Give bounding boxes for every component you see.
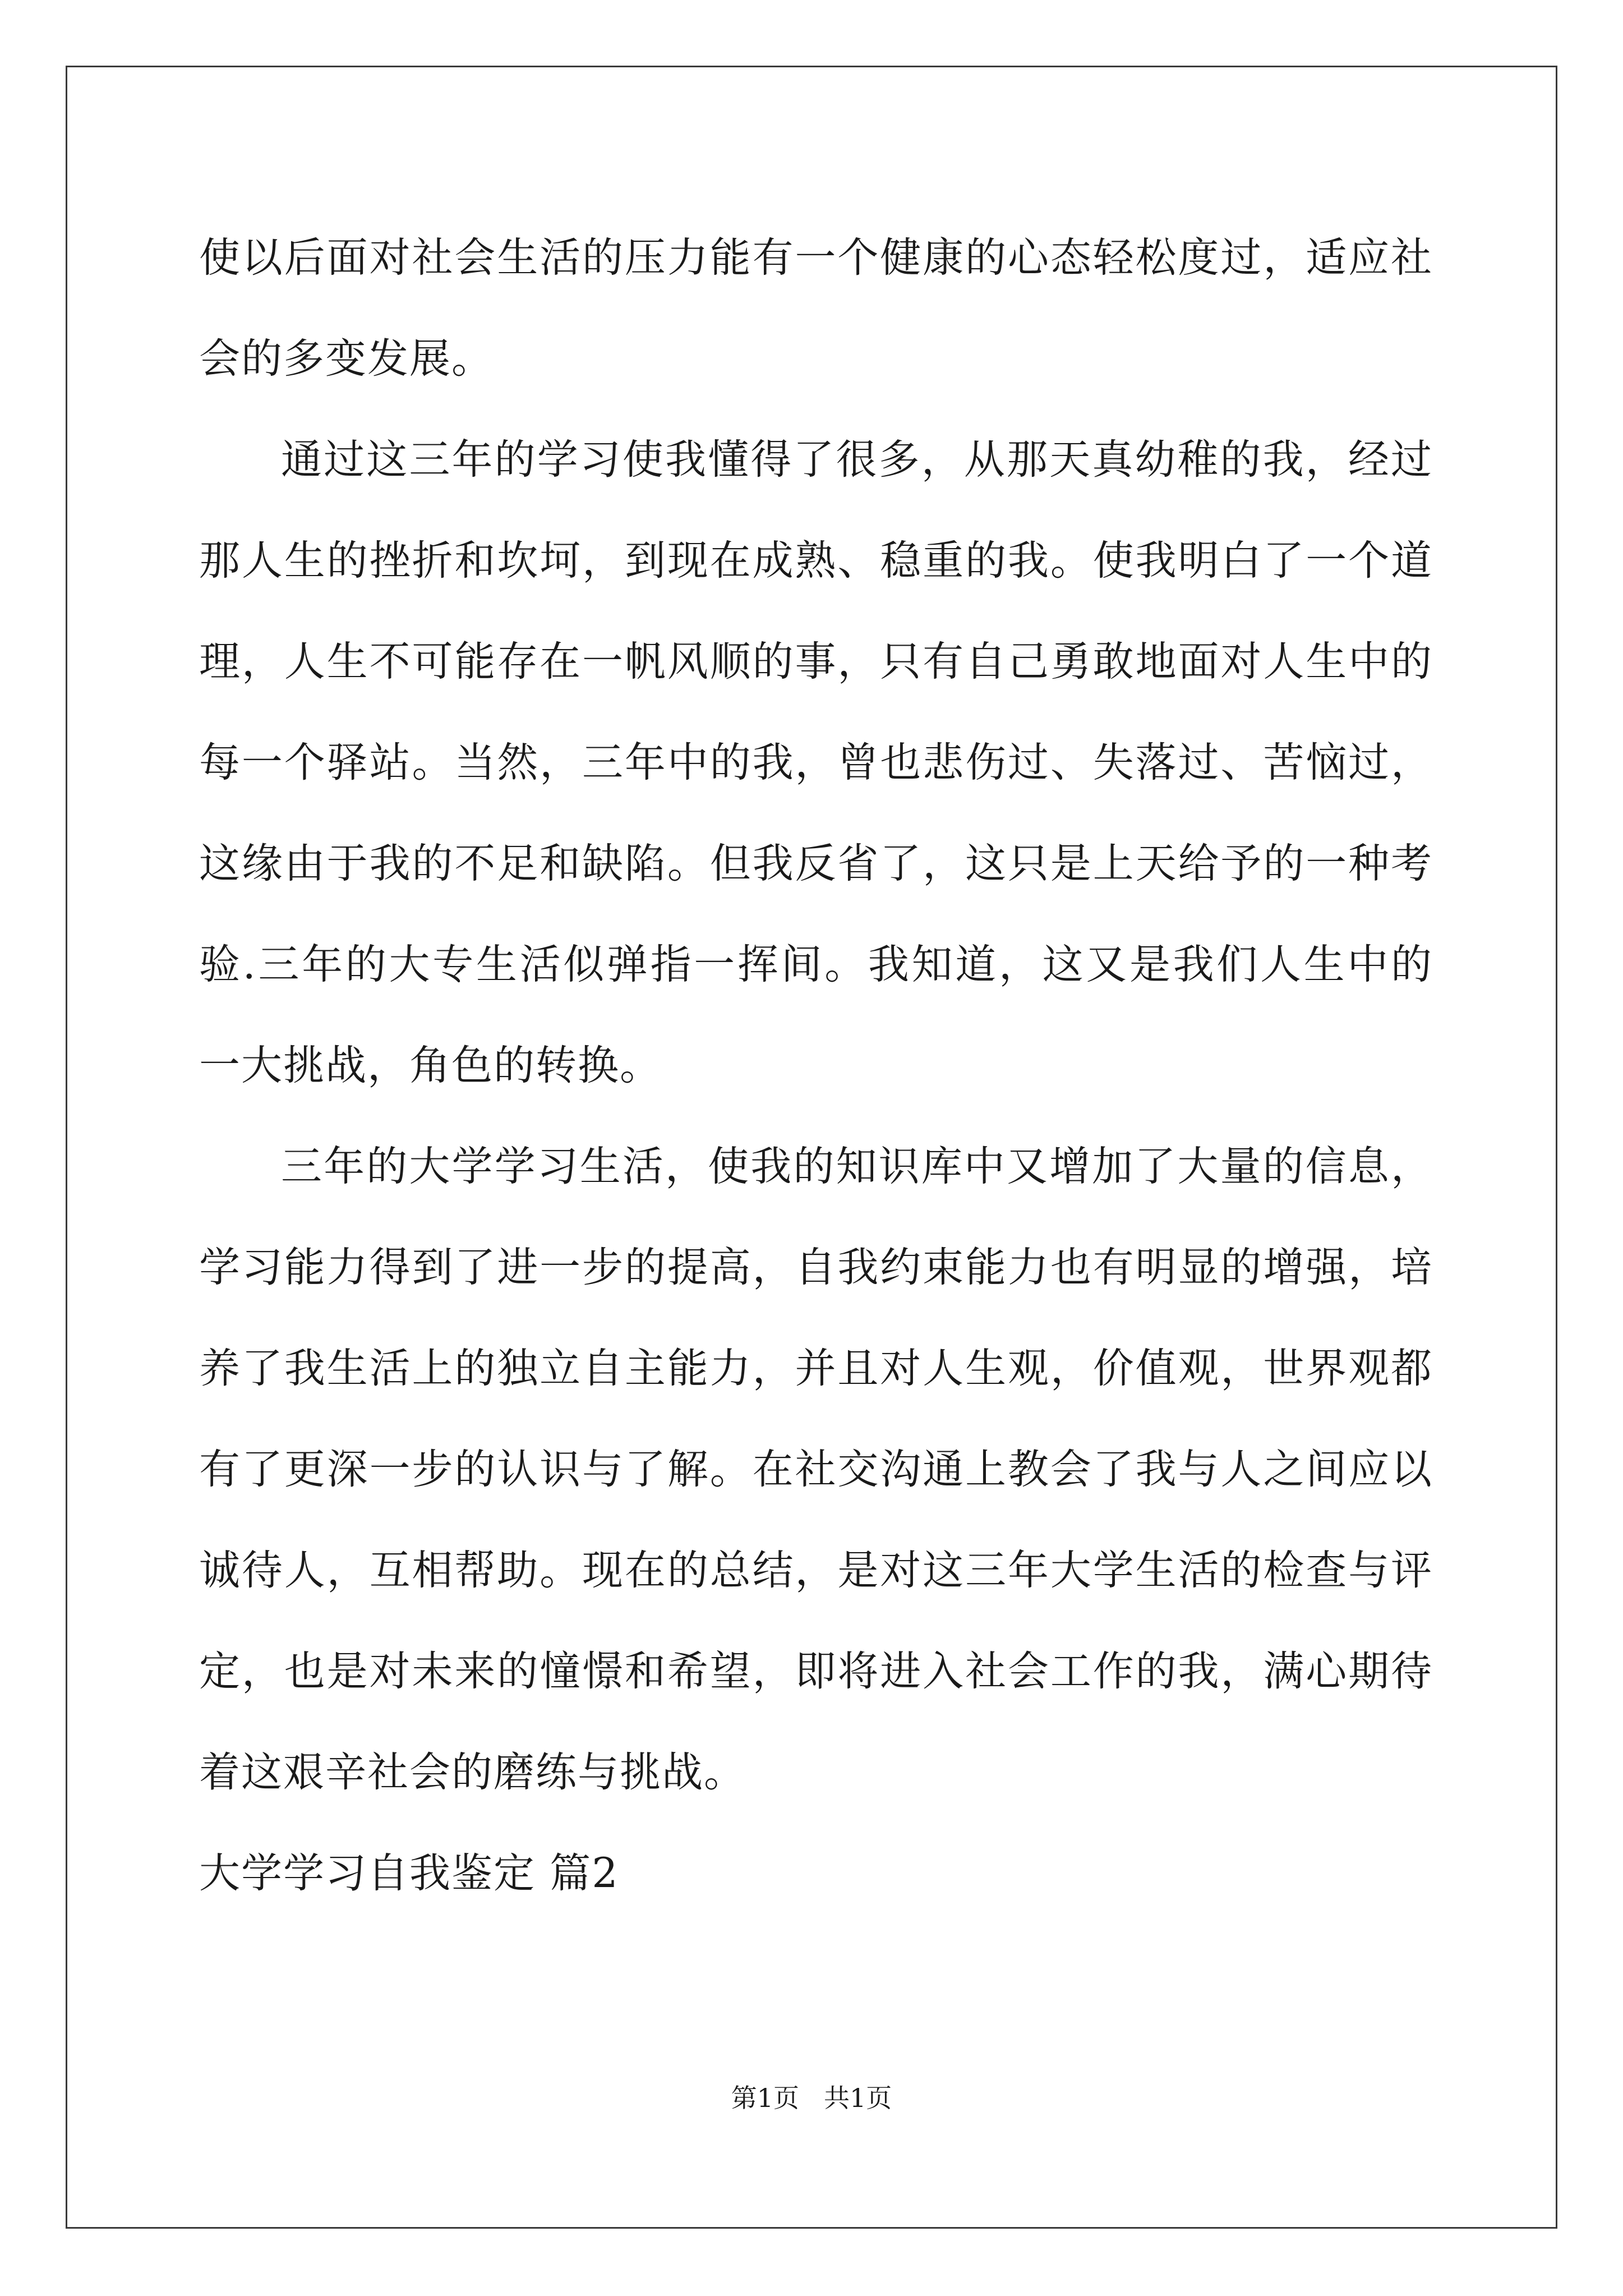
paragraph-1: 使以后面对社会生活的压力能有一个健康的心态轻松度过，适应社会的多变发展。 <box>199 234 1433 383</box>
paragraph-3: 三年的大学学习生活，使我的知识库中又增加了大量的信息，学习能力得到了进一步的提高，自我约束能力也有明显的增强，培养了我生活上的独立自主能力，并且对人生观，价值观，世界观都有了更深一步的认识与了解。在社交沟通上教会了我与人之间应以诚待人，互相帮助。现在的总结，是对这三年大学生活的检查与评定，也是对未来的憧憬和希望，即将进入社会工作的我，满心期待着这艰辛社会的磨练与挑战。 <box>199 1143 1433 1796</box>
page-footer <box>0 2081 1623 2115</box>
paragraph-2: 通过这三年的学习使我懂得了很多，从那天真幼稚的我，经过那人生的挫折和坎坷，到现在成熟、稳重的我。使我明白了一个道理，人生不可能存在一帆风顺的事，只有自己勇敢地面对人生中的每一个驿站。当然，三年中的我，曾也悲伤过、失落过、苦恼过，这缘由于我的不足和缺陷。但我反省了，这只是上天给予的一种考验.三年的大专生活似弹指一挥间。我知道，这又是我们人生中的一大挑战，角色的转换。 <box>199 436 1433 1089</box>
section-title: 大学学习自我鉴定 篇2 <box>199 1849 619 1897</box>
page-total: 共1页 <box>823 2083 892 2113</box>
footer-spacer <box>799 2083 824 2113</box>
page-number: 第1页 <box>731 2083 800 2113</box>
document-body <box>199 208 1433 1924</box>
